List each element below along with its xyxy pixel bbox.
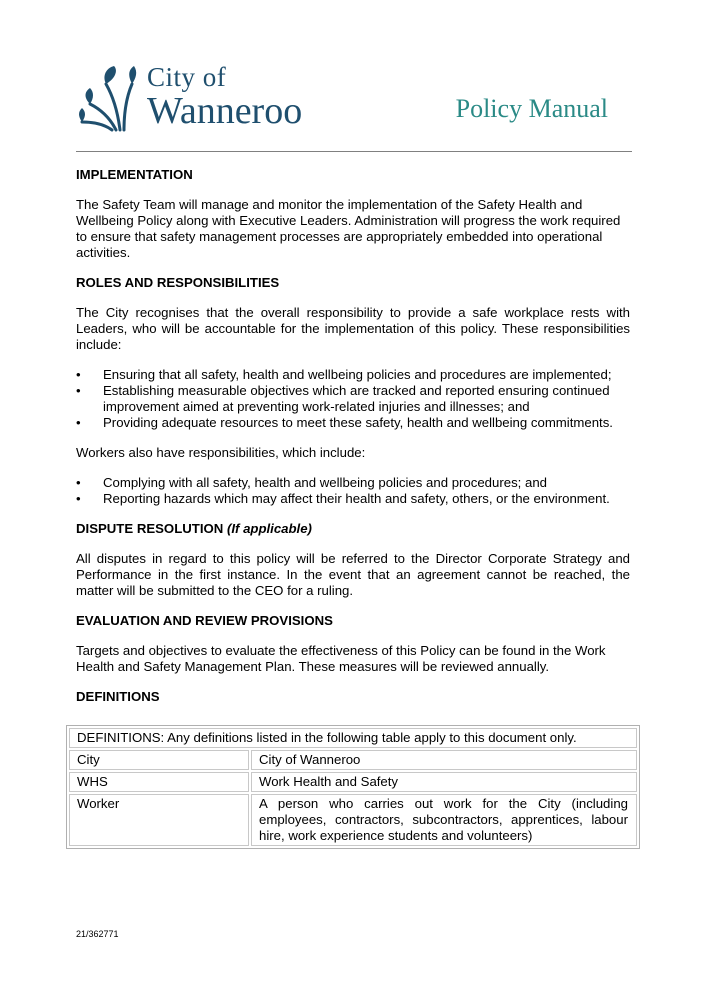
dispute-heading-qualifier: (If applicable)	[226, 521, 312, 536]
page-header	[76, 62, 632, 152]
definition-text: City of Wanneroo	[251, 750, 637, 770]
roles-intro-paragraph: The City recognises that the overall responsibility to provide a safe workplace rests with Leaders, who will be accountable for the implementation of this policy. These responsibilities include:	[76, 305, 630, 352]
policy-manual-title: Policy Manual	[455, 94, 608, 123]
list-item: • Establishing measurable objectives which are tracked and reported ensuring continued improvement aimed at preventing work-related injuries and illnesses; and	[76, 383, 610, 414]
document-body	[76, 167, 630, 719]
logo-emblem-icon	[76, 64, 140, 132]
document-reference-number: 21/362771	[76, 929, 119, 939]
bullet-icon: •	[76, 383, 81, 398]
table-row	[69, 794, 637, 846]
bullet-icon: •	[76, 491, 81, 506]
evaluation-heading: EVALUATION AND REVIEW PROVISIONS	[76, 613, 333, 628]
workers-intro-paragraph: Workers also have responsibilities, which include:	[76, 445, 366, 460]
list-item: • Complying with all safety, health and wellbeing policies and procedures; and	[76, 475, 547, 490]
definitions-table-caption: DEFINITIONS: Any definitions listed in the following table apply to this document only.	[69, 728, 637, 748]
worker-responsibilities-list	[76, 475, 630, 507]
definition-text: A person who carries out work for the City (including employees, contractors, subcontractors, apprentices, labour hire, work experience students and volunteers)	[251, 794, 637, 846]
table-row	[69, 728, 637, 748]
definitions-heading: DEFINITIONS	[76, 689, 160, 704]
list-item: • Reporting hazards which may affect their health and safety, others, or the environment.	[76, 491, 610, 506]
city-logo	[76, 62, 326, 134]
dispute-paragraph: All disputes in regard to this policy will be referred to the Director Corporate Strategy and Performance in the first instance. In the event that an agreement cannot be reached, the matter will be submitted to the CEO for a ruling.	[76, 551, 630, 598]
definition-term: City	[69, 750, 249, 770]
header-divider	[76, 151, 632, 152]
list-item: • Providing adequate resources to meet these safety, health and wellbeing commitments.	[76, 415, 613, 430]
definition-term: Worker	[69, 794, 249, 846]
table-row	[69, 750, 637, 770]
list-item: • Ensuring that all safety, health and wellbeing policies and procedures are implemented;	[76, 367, 612, 382]
dispute-heading: DISPUTE RESOLUTION (If applicable)	[76, 521, 312, 536]
roles-heading: ROLES AND RESPONSIBILITIES	[76, 275, 280, 290]
definition-term: WHS	[69, 772, 249, 792]
table-row	[69, 772, 637, 792]
bullet-icon: •	[76, 415, 81, 430]
definition-text: Work Health and Safety	[251, 772, 637, 792]
bullet-icon: •	[76, 475, 81, 490]
definitions-table	[66, 725, 640, 849]
logo-text-wanneroo: Wanneroo	[147, 90, 303, 132]
bullet-icon: •	[76, 367, 81, 382]
implementation-paragraph: The Safety Team will manage and monitor the implementation of the Safety Health and Wellbeing Policy along with Executive Leaders. Administration will progress the work required to ensure that safety management processes are appropriately embedded into operational activities.	[76, 197, 621, 260]
implementation-heading: IMPLEMENTATION	[76, 167, 193, 182]
logo-text-city-of: City of	[147, 62, 227, 92]
leader-responsibilities-list	[76, 367, 630, 431]
evaluation-paragraph: Targets and objectives to evaluate the effectiveness of this Policy can be found in the Work Health and Safety Management Plan. These measures will be reviewed annually.	[76, 643, 606, 674]
